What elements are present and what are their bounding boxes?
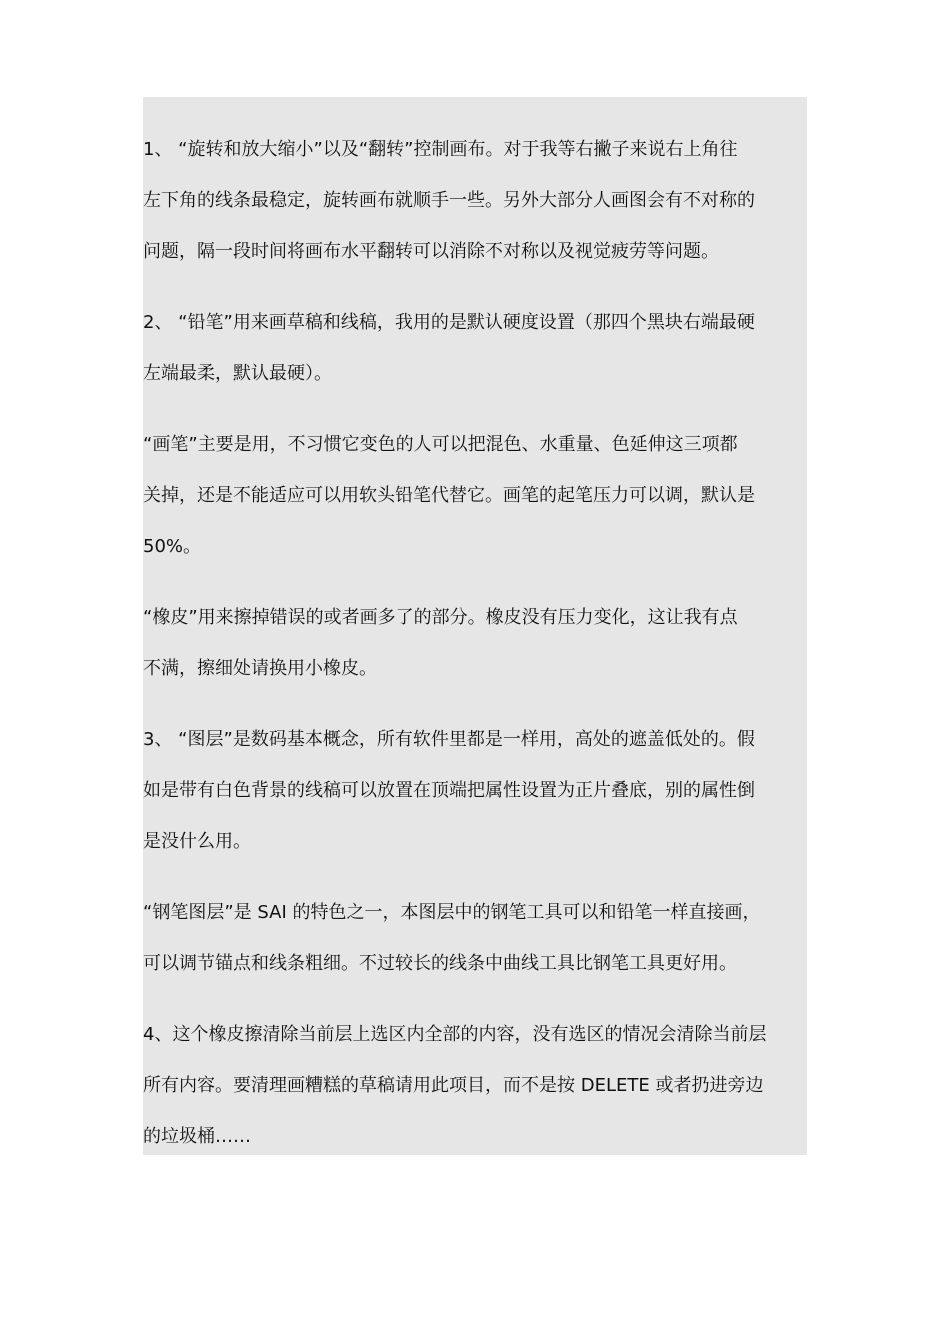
- document-body: [143, 124, 807, 1162]
- paragraph-line: 不满，擦细处请换用小橡皮。: [143, 658, 377, 679]
- paragraph-line: 的垃圾桶……: [143, 1126, 251, 1147]
- paragraph-3: [143, 419, 807, 572]
- paragraph-line: 1、 “旋转和放大缩小”以及“翻转”控制画布。对于我等右撇子来说右上角往: [143, 139, 738, 160]
- paragraph-line: 可以调节锚点和线条粗细。不过较长的线条中曲线工具比钢笔工具更好用。: [143, 953, 737, 974]
- paragraph-line: 4、这个橡皮擦清除当前层上选区内全部的内容，没有选区的情况会清除当前层: [143, 1024, 767, 1045]
- paragraph-line: 关掉，还是不能适应可以用软头铅笔代替它。画笔的起笔压力可以调，默认是: [143, 485, 755, 506]
- paragraph-line: 如是带有白色背景的线稿可以放置在顶端把属性设置为正片叠底，别的属性倒: [143, 780, 755, 801]
- paragraph-line: 所有内容。要清理画糟糕的草稿请用此项目，而不是按 DELETE 或者扔进旁边: [143, 1075, 764, 1096]
- paragraph-line: “橡皮”用来擦掉错误的或者画多了的部分。橡皮没有压力变化，这让我有点: [143, 607, 738, 628]
- paragraph-line: 2、 “铅笔”用来画草稿和线稿，我用的是默认硬度设置（那四个黑块右端最硬: [143, 312, 755, 333]
- paragraph-line: “画笔”主要是用，不习惯它变色的人可以把混色、水重量、色延伸这三项都: [143, 434, 738, 455]
- paragraph-1: [143, 124, 807, 277]
- paragraph-line: 是没什么用。: [143, 831, 251, 852]
- paragraph-line: 问题，隔一段时间将画布水平翻转可以消除不对称以及视觉疲劳等问题。: [143, 241, 719, 262]
- paragraph-line: 左端最柔，默认最硬）。: [143, 363, 332, 384]
- paragraph-2: [143, 297, 807, 399]
- paragraph-4: [143, 592, 807, 694]
- paragraph-line: 3、 “图层”是数码基本概念，所有软件里都是一样用，高处的遮盖低处的。假: [143, 729, 755, 750]
- paragraph-7: [143, 1009, 807, 1162]
- paragraph-6: [143, 887, 807, 989]
- paragraph-line: 50%。: [143, 536, 202, 557]
- paragraph-5: [143, 714, 807, 867]
- paragraph-line: 左下角的线条最稳定，旋转画布就顺手一些。另外大部分人画图会有不对称的: [143, 190, 755, 211]
- paragraph-line: “钢笔图层”是 SAI 的特色之一，本图层中的钢笔工具可以和铅笔一样直接画，: [143, 902, 761, 923]
